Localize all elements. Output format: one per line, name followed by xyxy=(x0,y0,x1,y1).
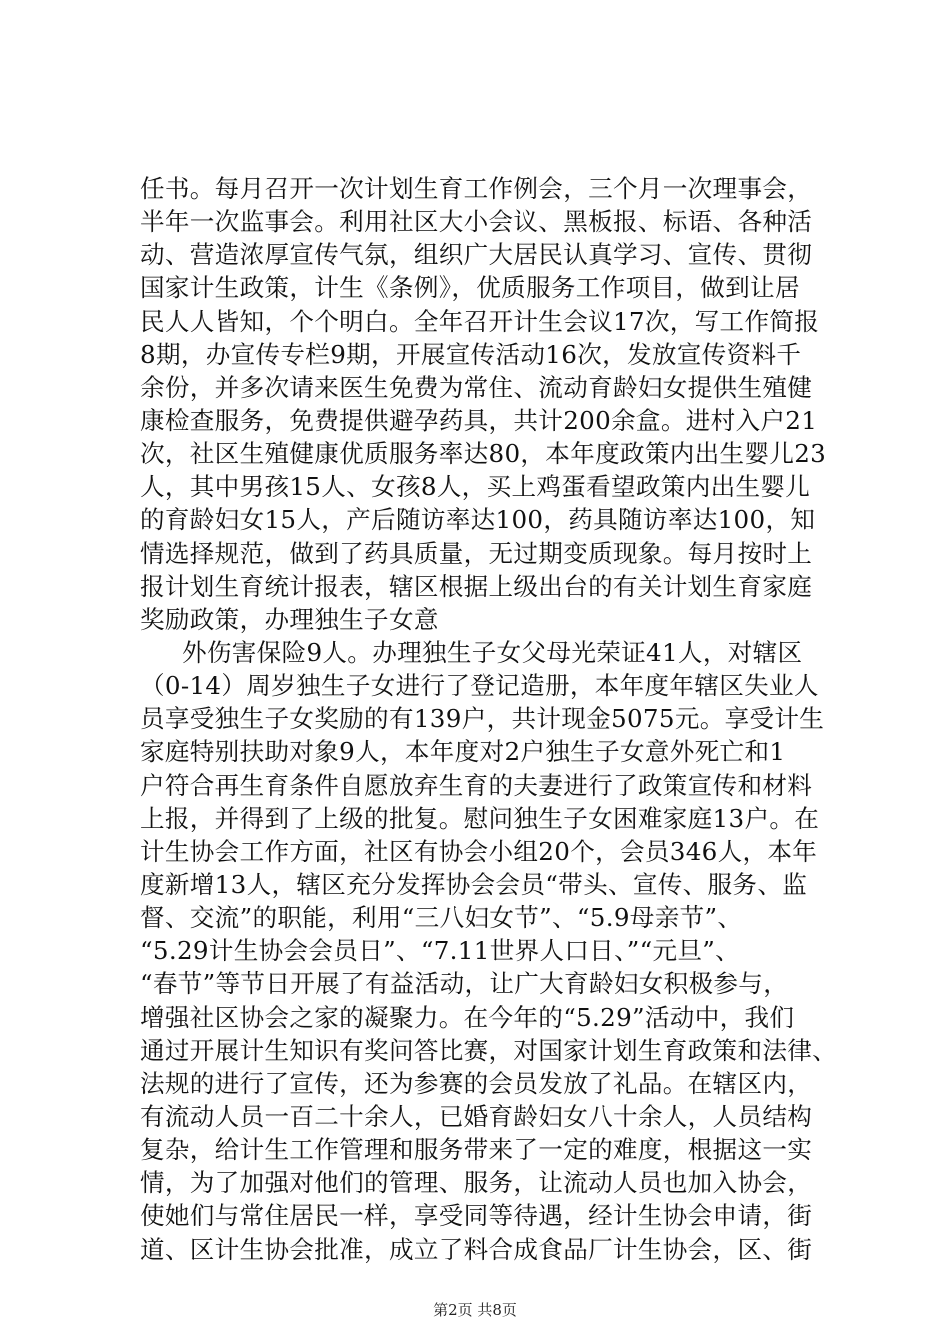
text-line: “5.29计生协会会员日”、“7.11世界人口日、”“元旦”、 xyxy=(140,936,741,966)
text-line: 奖励政策，办理独生子女意 xyxy=(140,604,439,634)
text-line: 8期，办宣传专栏9期，开展宣传活动16次，发放宣传资料千 xyxy=(140,339,802,369)
text-line: 度新增13人，辖区充分发挥协会会员“带头、宣传、服务、监 xyxy=(140,869,808,899)
text-line: 情选择规范，做到了药具质量，无过期变质现象。每月按时上 xyxy=(140,538,813,568)
text-line: 增强社区协会之家的凝聚力。在今年的“5.29”活动中，我们 xyxy=(140,1002,795,1032)
text-line: 情，为了加强对他们的管理、服务，让流动人员也加入协会， xyxy=(140,1168,813,1198)
text-line: 余份，并多次请来医生免费为常住、流动育龄妇女提供生殖健 xyxy=(140,372,813,402)
body-text xyxy=(140,172,840,1266)
text-line: （0-14）周岁独生子女进行了登记造册，本年度年辖区失业人 xyxy=(140,671,819,701)
text-line: 报计划生育统计报表，辖区根据上级出台的有关计划生育家庭 xyxy=(140,571,813,601)
text-line: 复杂，给计生工作管理和服务带来了一定的难度，根据这一实 xyxy=(140,1135,813,1165)
paragraph-start-line: 外伤害保险9人。办理独生子女父母光荣证41人，对辖区 xyxy=(182,637,803,667)
text-line: 使她们与常住居民一样，享受同等待遇，经计生协会申请，街 xyxy=(140,1201,813,1231)
text-line: 次，社区生殖健康优质服务率达80，本年度政策内出生婴儿23 xyxy=(140,439,827,469)
text-line: 人，其中男孩15人、女孩8人，买上鸡蛋看望政策内出生婴儿 xyxy=(140,472,811,502)
text-line: 有流动人员一百二十余人，已婚育龄妇女八十余人，人员结构 xyxy=(140,1101,813,1131)
text-line: 户符合再生育条件自愿放弃生育的夫妻进行了政策宣传和材料 xyxy=(140,770,813,800)
text-line: 半年一次监事会。利用社区大小会议、黑板报、标语、各种活 xyxy=(140,207,813,237)
text-line: 计生协会工作方面，社区有协会小组20个，会员346人，本年 xyxy=(140,836,818,866)
text-line: 上报，并得到了上级的批复。慰问独生子女困难家庭13户。在 xyxy=(140,803,820,833)
text-line: 员享受独生子女奖励的有139户，共计现金5075元。享受计生 xyxy=(140,704,825,734)
text-line: 的育龄妇女15人，产后随访率达100，药具随访率达100，知 xyxy=(140,505,816,535)
text-line: 任书。每月召开一次计划生育工作例会，三个月一次理事会， xyxy=(140,174,813,203)
text-line: 家庭特别扶助对象9人，本年度对2户独生子女意外死亡和1 xyxy=(140,737,786,767)
text-line: “春节”等节日开展了有益活动，让广大育龄妇女积极参与， xyxy=(140,969,789,999)
text-line: 道、区计生协会批准，成立了料合成食品厂计生协会，区、街 xyxy=(140,1234,813,1264)
text-line: 民人人皆知，个个明白。全年召开计生会议17次，写工作简报 xyxy=(140,306,820,336)
text-line: 动、营造浓厚宣传气氛，组织广大居民认真学习、宣传、贯彻 xyxy=(140,240,813,270)
text-line: 康检查服务，免费提供避孕药具，共计200余盒。进村入户21 xyxy=(140,405,818,435)
page-number-footer: 第2页 共8页 xyxy=(433,1301,517,1319)
text-line: 法规的进行了宣传，还为参赛的会员发放了礼品。在辖区内， xyxy=(140,1068,813,1098)
text-line: 国家计生政策，计生《条例》，优质服务工作项目，做到让居 xyxy=(140,273,800,303)
text-line: 督、交流”的职能，利用“三八妇女节”、“5.9母亲节”、 xyxy=(140,903,743,933)
text-line: 通过开展计生知识有奖问答比赛，对国家计划生育政策和法律、 xyxy=(140,1035,838,1065)
